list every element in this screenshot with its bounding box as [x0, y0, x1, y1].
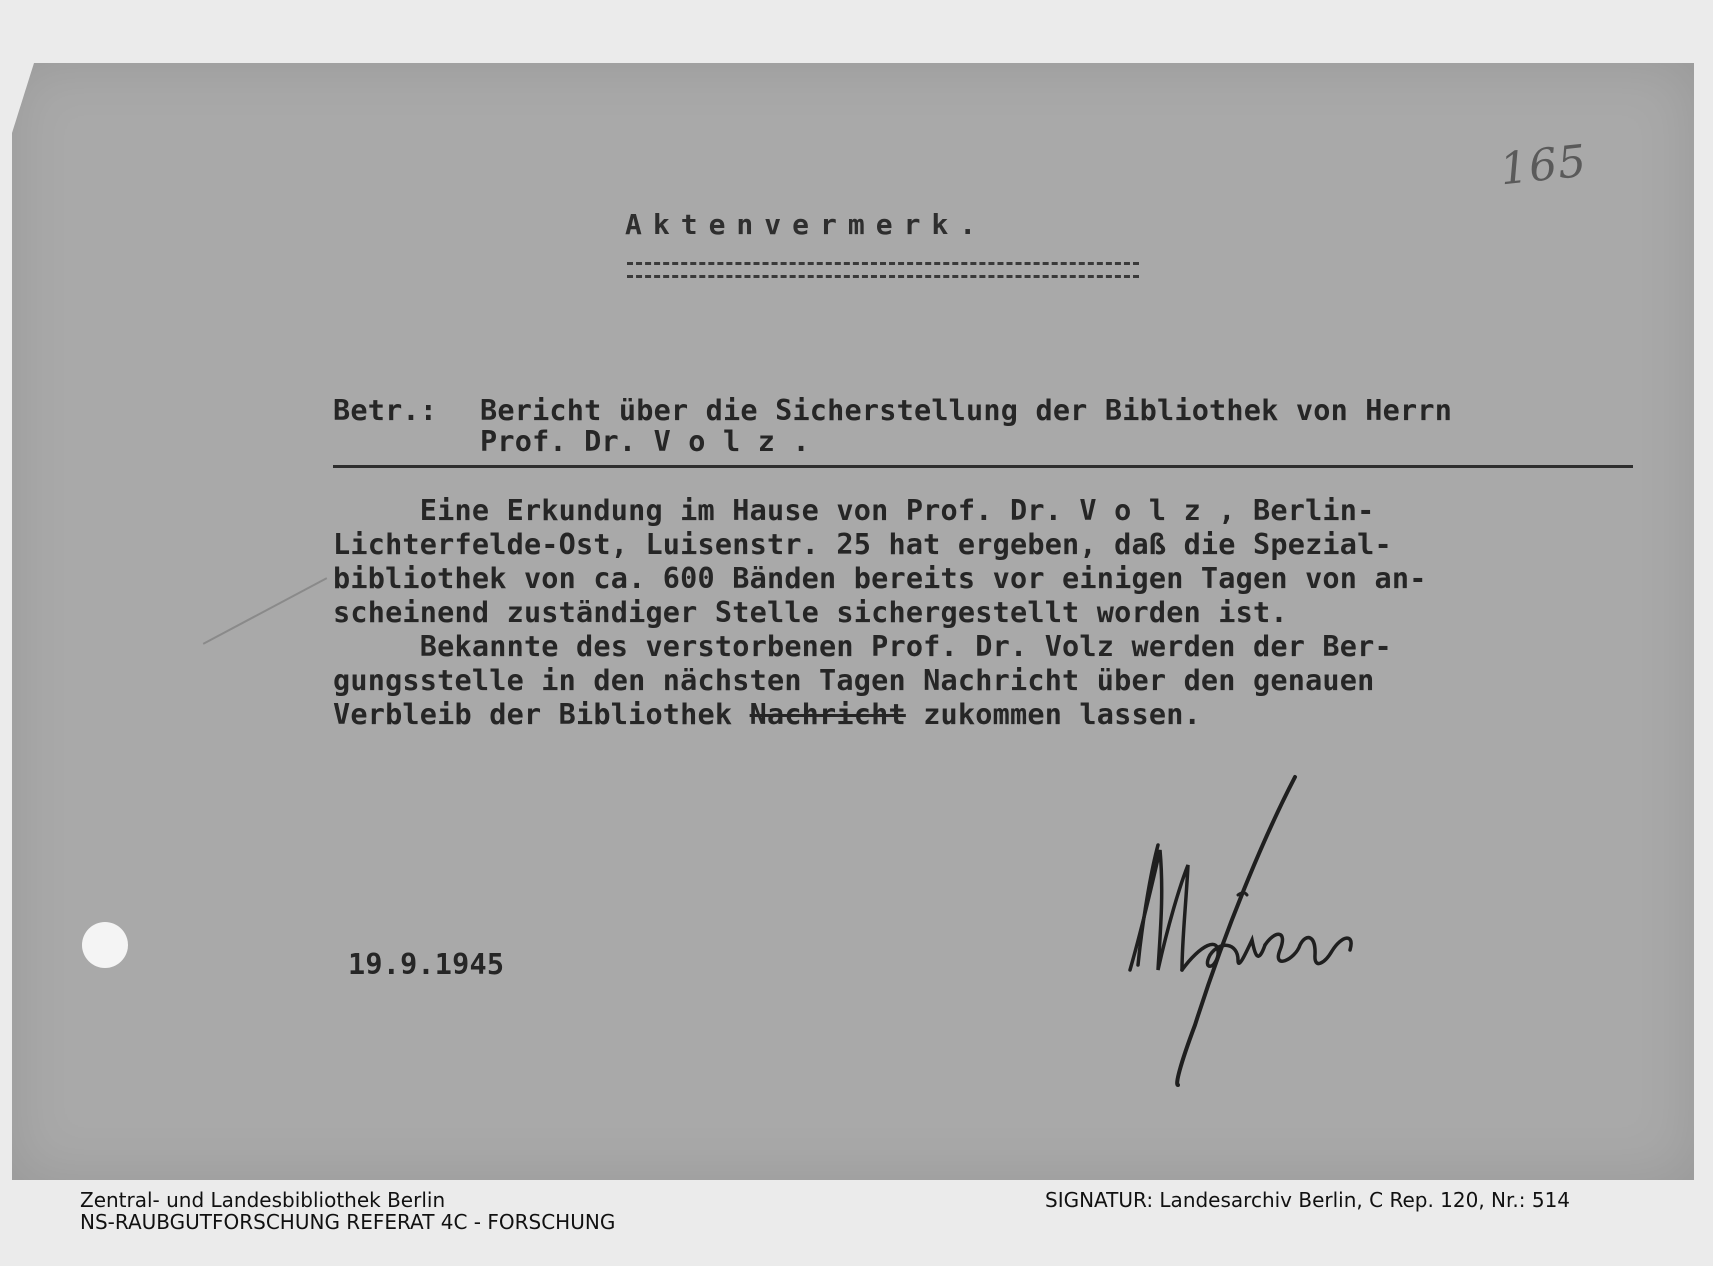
subject-line-1: Bericht über die Sicherstellung der Bibliothek von Herrn	[480, 394, 1453, 427]
body-line: Lichterfelde-Ost, Luisenstr. 25 hat ergeben, daß die Spezial-	[333, 528, 1392, 561]
handwritten-signature	[1120, 765, 1420, 1095]
body-text: zukommen lassen.	[905, 698, 1201, 731]
footer-department: NS-RAUBGUTFORSCHUNG REFERAT 4C - FORSCHUNG	[80, 1210, 616, 1234]
body-text: Verbleib der Bibliothek	[333, 698, 750, 731]
subject-line-2: Prof. Dr. V o l z .	[480, 425, 810, 458]
body-line: gungsstelle in den nächsten Tagen Nachricht über den genauen	[333, 664, 1375, 697]
body-line-last	[333, 698, 1201, 732]
document-heading: Aktenvermerk.	[625, 208, 988, 241]
torn-corner	[12, 63, 34, 133]
subject-label: Betr.:	[333, 394, 438, 427]
heading-double-underline	[627, 262, 1139, 278]
folio-number: 165	[1497, 135, 1590, 196]
body-line: bibliothek von ca. 600 Bänden bereits vor einigen Tagen von an-	[333, 562, 1427, 595]
footer-signature-reference: SIGNATUR: Landesarchiv Berlin, C Rep. 120, Nr.: 514	[1045, 1188, 1571, 1212]
punch-hole	[82, 922, 128, 968]
body-line: Bekannte des verstorbenen Prof. Dr. Volz werden der Ber-	[333, 630, 1392, 663]
subject-underline	[333, 465, 1633, 468]
document-date: 19.9.1945	[348, 948, 505, 981]
footer-institution: Zentral- und Landesbibliothek Berlin	[80, 1188, 446, 1212]
body-line: scheinend zuständiger Stelle sichergestellt worden ist.	[333, 596, 1288, 629]
struck-word: Nachricht	[749, 698, 906, 731]
body-line: Eine Erkundung im Hause von Prof. Dr. V o l z , Berlin-	[333, 494, 1375, 527]
